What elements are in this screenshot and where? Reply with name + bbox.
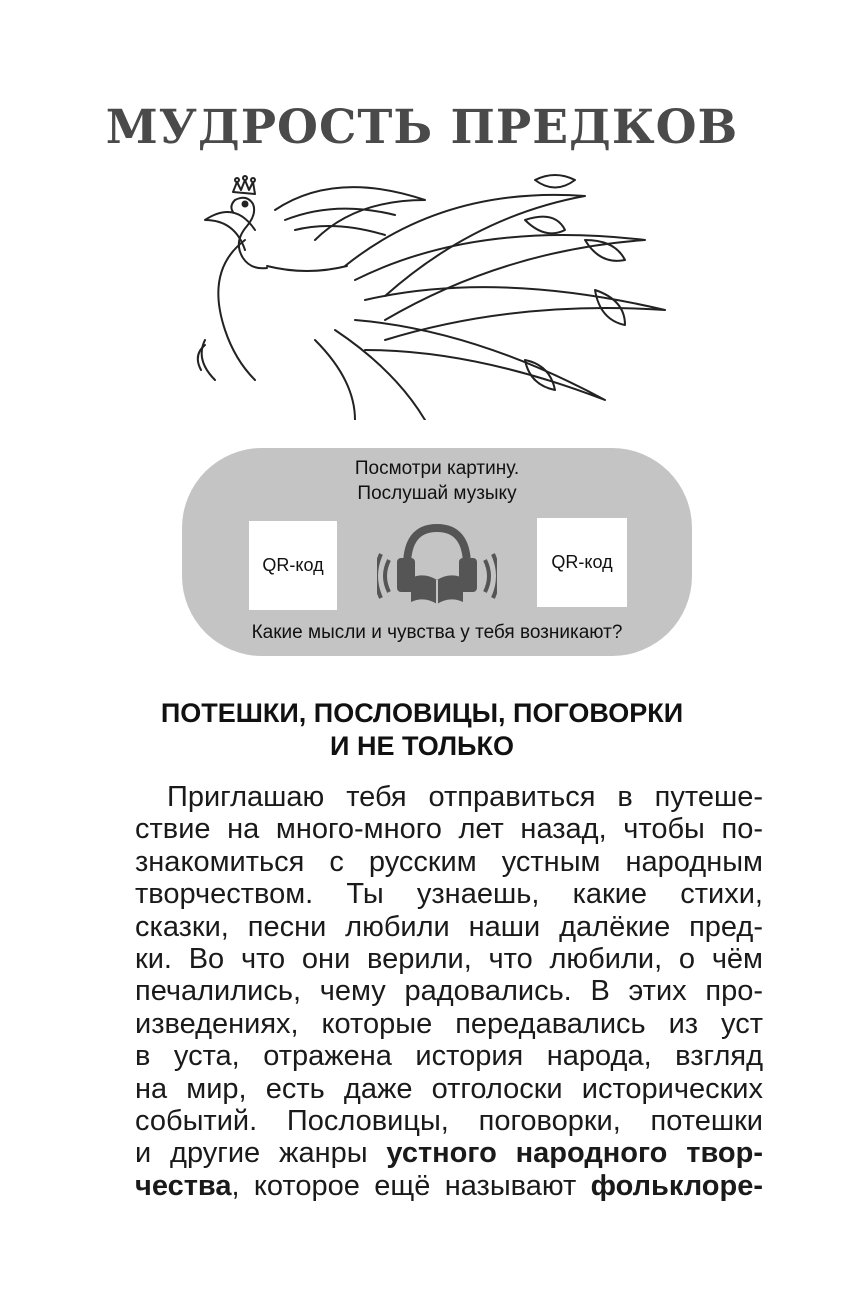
body-line-9: в уста, отражена история народа, взгляд	[135, 1040, 763, 1073]
term-folklore: фольклоре-	[590, 1169, 763, 1202]
panel-instruction-listen: Послушай музыку	[357, 483, 517, 504]
body-line-13	[135, 1170, 763, 1202]
panel-instruction-look: Посмотри картину.	[354, 458, 520, 479]
body-line-12	[135, 1137, 763, 1169]
page-title: МУДРОСТЬ ПРЕДКОВ	[105, 100, 739, 155]
headphones-book-icon	[377, 518, 497, 606]
body-line-2: ствие на много-много лет назад, чтобы по-	[135, 813, 763, 846]
qr-label-right: QR-код	[551, 552, 613, 572]
section-heading-line-1: ПОТЕШКИ, ПОСЛОВИЦЫ, ПОГОВОРКИ	[160, 698, 684, 728]
section-heading-line-2: И НЕ ТОЛЬКО	[330, 731, 514, 761]
body-line-5: сказки, песни любили наши далёкие пред-	[135, 910, 763, 943]
body-line-7: печалились, чему радовались. В этих про-	[135, 975, 763, 1008]
body-line-8: изведениях, которые передавались из уст	[135, 1007, 763, 1040]
term-oral-folk-art: устного народного твор-	[386, 1137, 763, 1170]
qr-code-right[interactable]	[537, 518, 627, 607]
body-line-13-text: , которое ещё называют	[231, 1169, 577, 1202]
body-line-12-text: и другие жанры	[135, 1137, 368, 1170]
body-line-3: знакомиться с русским устным народным	[135, 845, 763, 878]
section-body	[135, 781, 763, 1202]
body-line-10: на мир, есть даже отголоски исторических	[135, 1072, 763, 1105]
body-line-4: творчеством. Ты узнаешь, какие стихи,	[135, 878, 763, 911]
body-line-1: Приглашаю тебя отправиться в путеше-	[167, 781, 763, 813]
qr-label-left: QR-код	[262, 555, 324, 575]
panel-question: Какие мысли и чувства у тебя возникают?	[251, 622, 623, 643]
qr-code-left[interactable]	[249, 521, 337, 610]
body-line-6: ки. Во что они верили, что любили, о чём	[135, 942, 763, 975]
term-oral-folk-art-end: чества	[135, 1169, 232, 1202]
media-panel	[182, 448, 692, 656]
firebird-illustration	[195, 170, 685, 420]
body-line-11: событий. Пословицы, поговорки, потешки	[135, 1104, 763, 1137]
